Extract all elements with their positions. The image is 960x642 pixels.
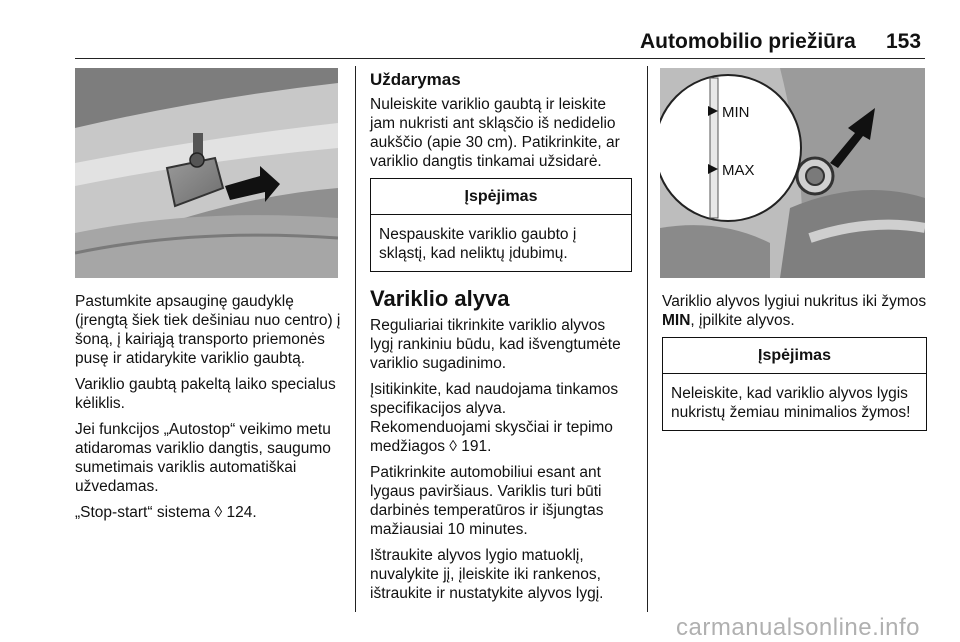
oil-min-text-after: , įpilkite alyvos. [690,312,795,329]
warning-text-1: Nespauskite variklio gaubto į skląstį, kad neliktų įdubimų. [379,226,577,262]
warning-title-1: Įspėjimas [371,179,631,215]
paragraph-stop-start-ref: „Stop-start“ sistema ◊ 124. [75,504,257,521]
oil-paragraph-1: Reguliariai tikrinkite variklio alyvos lygį rankiniu būdu, kad išvengtumėte variklio sugadinimo. [370,317,621,372]
dipstick-min-label: MIN [722,104,750,121]
watermark: carmanualsonline.info [676,614,920,641]
warning-title-2: Įspėjimas [663,338,926,374]
oil-min-bold: MIN [662,312,691,329]
oil-paragraph-2b: Rekomenduojami skysčiai ir tepimo medžiagos ◊ 191. [370,419,613,455]
dipstick-illustration [660,68,925,278]
header-rule [75,58,925,59]
dipstick-max-label: MAX [722,162,755,179]
column-2 [370,70,632,610]
column-1 [75,292,343,529]
oil-paragraph-4: Ištraukite alyvos lygio matuoklį, nuvalykite jį, įleiskite iki rankenos, ištraukite ir nustatykite alyvos lygį. [370,547,604,602]
paragraph-hood-strut: Variklio gaubtą pakeltą laiko specialus kėliklis. [75,376,336,412]
oil-min-text-before: Variklio alyvos lygiui nukritus iki žymos [662,293,927,310]
header-title: Automobilio priežiūra [640,30,856,53]
warning-box-1 [370,178,632,272]
closing-text: Nuleiskite variklio gaubtą ir leiskite jam nukristi ant skląsčio iš nedidelio aukščio (apie 30 cm). Patikrinkite, ar variklio dangtis tinkamai užsidarė. [370,96,620,170]
page-number: 153 [886,30,922,53]
closing-heading: Uždarymas [370,70,461,89]
column-3 [662,292,927,445]
column-divider-2 [647,66,648,612]
warning-box-2 [662,337,927,431]
paragraph-autostop: Jei funkcijos „Autostop“ veikimo metu atidaromas variklio dangtis, saugumo sumetimais variklis automatiškai užvedamas. [75,421,331,495]
engine-oil-heading: Variklio alyva [370,286,510,311]
oil-paragraph-3: Patikrinkite automobiliui esant ant lygaus paviršiaus. Variklis turi būti darbinės temperatūros ir išjungtas mažiausiai 10 minutes. [370,464,604,538]
oil-min-paragraph [662,292,927,330]
hood-latch-drawing [75,68,338,278]
oil-paragraph-2a: Įsitikinkite, kad naudojama tinkamos specifikacijos alyva. [370,381,619,417]
paragraph-open-hood: Pastumkite apsauginę gaudyklę (įrengtą šiek tiek dešiniau nuo centro) į šoną, į kairiąją transporto priemonės pusę ir atidarykite variklio gaubtą. [75,293,341,367]
column-divider-1 [355,66,356,612]
hood-latch-illustration [75,68,338,278]
warning-text-2: Neleiskite, kad variklio alyvos lygis nukristų žemiau minimalios žymos! [671,385,911,421]
dipstick-drawing [660,68,925,278]
